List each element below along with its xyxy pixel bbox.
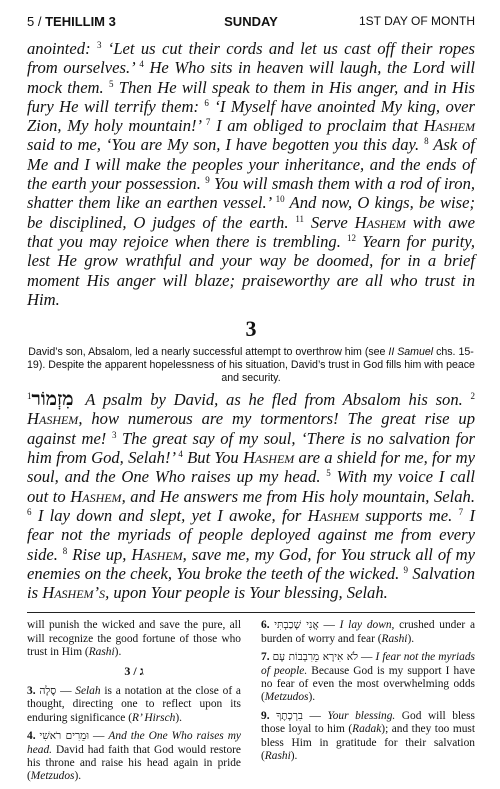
main-text bbox=[27, 39, 475, 309]
chapter-intro: David’s son, Absalom, led a nearly successful attempt to overthrow him (see II Samuel chs. 15-19). Despite the apparent hopelessness of his situation, David’s trust in God fills him with peace and security. bbox=[27, 346, 475, 385]
footnote-6: 6. אֲנִי שָׁכַבְתִּי — I lay down, crushed under a burden of worry and fear (Rashi). bbox=[261, 619, 475, 645]
hebrew-opening-word: מִזְמוֹר bbox=[31, 388, 74, 411]
footnote-divider bbox=[27, 612, 475, 613]
running-head-left: 5 / TEHILLIM 3 bbox=[27, 14, 116, 29]
book-title: TEHILLIM 3 bbox=[45, 14, 116, 29]
footnote-7: 7. לֹא אִירָא מֵרִבְבוֹת עָם — I fear not the myriads of people. Because God is my support I have no fear of even the most overwhelming odds (Metzudos). bbox=[261, 651, 475, 704]
page bbox=[27, 14, 476, 783]
footnote-carryover: will punish the wicked and save the pure, all will recognize the good fortune of those who trust in Him (Rashi). bbox=[27, 619, 241, 659]
footnote-4: 4. וּמֵרִים רֹאשִׁי — And the One Who raises my head. David had faith that God would restore his throne and raise his head again in pride (Metzudos). bbox=[27, 730, 241, 783]
footnote-column-right bbox=[261, 619, 475, 768]
psalm2-continuation: anointed: $^3$ ‘Let us cut their cords and let us cast off their ropes from ourselves.’ $^4$ He Who sits in heaven will laugh, the Lord will mock them. $^5$ Then He will speak to them in His anger, and in His fury He will terrify them: $^6$ ‘I Myself have anointed My king, over Zion, My holy mountain!’ $^7$ I am obliged to proclaim that Hashem said to me, ‘You are My son, I have begotten you this day. $^8$ Ask of Me and I will make the peoples your inheritance, and the ends of the earth your possession. $^9$ You will smash them with a rod of iron, shatter them like an earthen vessel.’ $^{10}$ And now, O kings, be wise; be disciplined, O judges of the earth. $^{11}$ Serve Hashem with awe that you may rejoice when there is trembling. $^{12}$ Yearn for purity, lest He grow wrathful and your way be doomed, for in a brief moment His anger will blaze; praiseworthy are all who trust in Him. bbox=[27, 39, 476, 309]
psalm3-text: מִזְמוֹר$^1$ A psalm by David, as he fled from Absalom his son. $^2$ Hashem, how numerous are my tormentors! The great rise up against me! $^3$ The great say of my soul, ‘There is no salvation for him from God, Selah!’ $^4$ But You Hashem are a shield for me, for my soul, and the One Who raises up my head. $^5$ With my voice I call out to Hashem, and He answers me from His holy mountain, Selah. $^6$ I lay down and slept, yet I awoke, for Hashem supports me. $^7$ I fear not the myriads of people deployed against me from every side. $^8$ Rise up, Hashem, save me, my God, for You struck all of my enemies on the cheek, You broke the teeth of the wicked. $^9$ Salvation is Hashem’s, upon Your people is Your blessing, Selah. bbox=[27, 388, 475, 603]
footnote-chapter-heading: 3 / ג bbox=[124, 663, 144, 678]
chapter-number: 3 bbox=[245, 316, 257, 342]
footnote-column-left bbox=[27, 619, 241, 788]
footnote-9: 9. בִרְכָתֶךָ — Your blessing. God will bless those loyal to him (Radak); and they too must bless Him in gratitude for their salvation (Rashi). bbox=[261, 709, 475, 763]
page-header bbox=[27, 14, 475, 32]
day-label: SUNDAY bbox=[224, 14, 278, 29]
page-number: 5 bbox=[27, 14, 35, 29]
month-day-label: 1ST DAY OF MONTH bbox=[358, 14, 475, 28]
footnote-3: 3. סֶלָה — Selah is a notation at the close of a thought, directing one to reflect upon its enduring significance (R’ Hirsch). bbox=[27, 685, 241, 724]
